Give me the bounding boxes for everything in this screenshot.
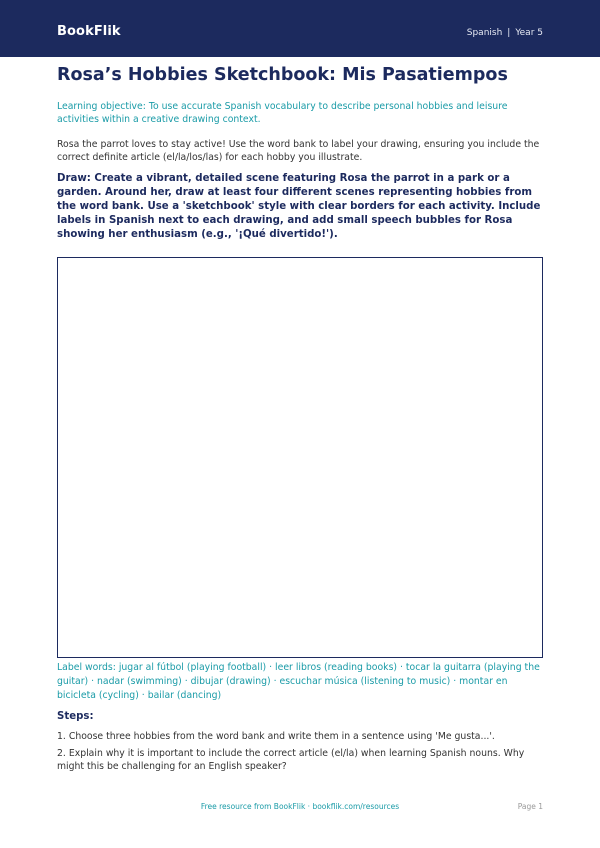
brand-logo-text[interactable]: BookFlik — [57, 24, 121, 39]
subject-label: Spanish — [466, 28, 503, 38]
meta-separator: | — [507, 28, 511, 38]
step-item: 2. Explain why it is important to include the correct article (el/la) when learning Spanish nouns. Why might this be challenging for an English speaker? — [57, 748, 525, 772]
label-word-bank: Label words: jugar al fútbol (playing football) · leer libros (reading books) · tocar la guitarra (playing the guitar) · nadar (swimming) · dibujar (drawing) · escuchar música (listening to music) · montar en bicicleta (cycling) · bailar (dancing) — [57, 662, 540, 701]
learning-objective: Learning objective: To use accurate Spanish vocabulary to describe personal hobbies and leisure activities within a creative drawing context. — [57, 101, 508, 125]
step-item: 1. Choose three hobbies from the word bank and write them in a sentence using 'Me gusta...'. — [57, 731, 495, 742]
page-number: Page 1 — [517, 802, 543, 811]
page-header — [0, 0, 600, 57]
steps-heading: Steps: — [57, 711, 94, 722]
year-label: Year 5 — [515, 28, 543, 38]
drawing-task: Draw: Create a vibrant, detailed scene featuring Rosa the parrot in a park or a garden. Around her, draw at least four different scenes representing hobbies from the word bank. Use a 'sketchbook' style with clear borders for each activity. Include labels in Spanish next to each drawing, and add small speech bubbles for Rosa showing her enthusiasm (e.g., '¡Qué divertido!'). — [57, 173, 541, 240]
steps-list — [57, 730, 547, 777]
intro-text: Rosa the parrot loves to stay active! Use the word bank to label your drawing, ensuring you include the correct definite article (el/la/los/las) for each hobby you illustrate. — [57, 139, 540, 163]
page-title: Rosa’s Hobbies Sketchbook: Mis Pasatiempos — [57, 65, 508, 85]
subject-year-label — [467, 28, 543, 38]
drawing-area[interactable] — [57, 257, 543, 658]
footer-resource-link[interactable]: Free resource from BookFlik · bookflik.com/resources — [200, 802, 400, 811]
